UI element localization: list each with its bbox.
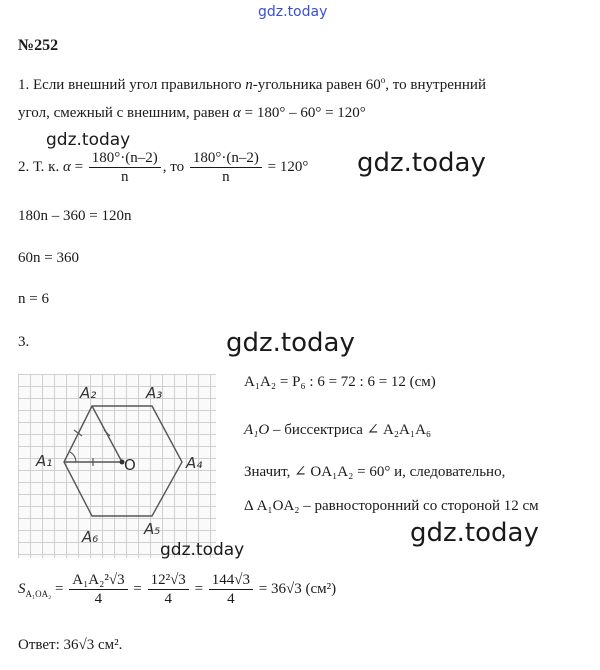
vertex-label-a4: A₄ — [186, 454, 203, 472]
part3-eq1: A₁A₂ = P₆ : 6 = 72 : 6 = 12 (см) — [244, 374, 436, 390]
part3-eq2: A₁O – биссектриса ∠ A₂A₁A₆ — [244, 422, 432, 438]
vertex-label-a2: A₂ — [80, 384, 97, 402]
watermark-5: gdz.today — [410, 518, 539, 548]
part3-eq4: Δ A₁OA₂ – равносторонний со стороной 12 см — [244, 498, 539, 514]
part2-step3: n = 6 — [18, 291, 49, 307]
fraction-1: $\frac{180^\circ\cdot(n-2)}{n}$ — [89, 150, 161, 185]
fraction-2: $\frac{180^\circ\cdot(n-2)}{n}$ — [190, 150, 262, 185]
center-label-o: O — [124, 456, 136, 474]
watermark-4: gdz.today — [226, 328, 355, 358]
watermark-3: gdz.today — [357, 148, 486, 178]
watermark-2: gdz.today — [46, 130, 131, 150]
area-formula: $S_{A_1OA_2}$ = $\frac{\text{A₁A₂²√3}}{4}$ = $\frac{\text{12²√3}}{4}$ = $\frac{144√3}{4}$ = 36√3 (см²) — [18, 572, 337, 607]
part1-line1: 1. Если внешний угол правильного n-угольника равен 60$^o$, то внутренний — [18, 75, 486, 93]
answer: Ответ: 36√3 см². — [18, 637, 123, 653]
part1-line2: угол, смежный с внешним, равен α = 180° – 60° = 120° — [18, 105, 366, 121]
vertex-label-a5: A₅ — [144, 520, 161, 538]
part3-eq3: Значит, ∠ OA₁A₂ = 60° и, следовательно, — [244, 464, 506, 480]
vertex-label-a3: A₃ — [146, 384, 163, 402]
vertex-label-a6: A₆ — [82, 528, 99, 546]
part2-formula: 2. Т. к. α = $\frac{180^\circ\cdot(n-2)}{n}$ , то $\frac{180^\circ\cdot(n-2)}{n}$ = 120° — [18, 150, 309, 185]
hexagon-diagram — [18, 374, 216, 558]
vertex-label-a1: A₁ — [36, 452, 53, 470]
watermark-6: gdz.today — [160, 540, 245, 560]
watermark-top: gdz.today — [258, 4, 328, 20]
hexagon-drawing — [18, 374, 216, 558]
part2-step2: 60n = 360 — [18, 250, 79, 266]
part2-step1: 180n – 360 = 120n — [18, 208, 132, 224]
problem-title: №252 — [18, 37, 59, 54]
part3-label: 3. — [18, 334, 30, 350]
